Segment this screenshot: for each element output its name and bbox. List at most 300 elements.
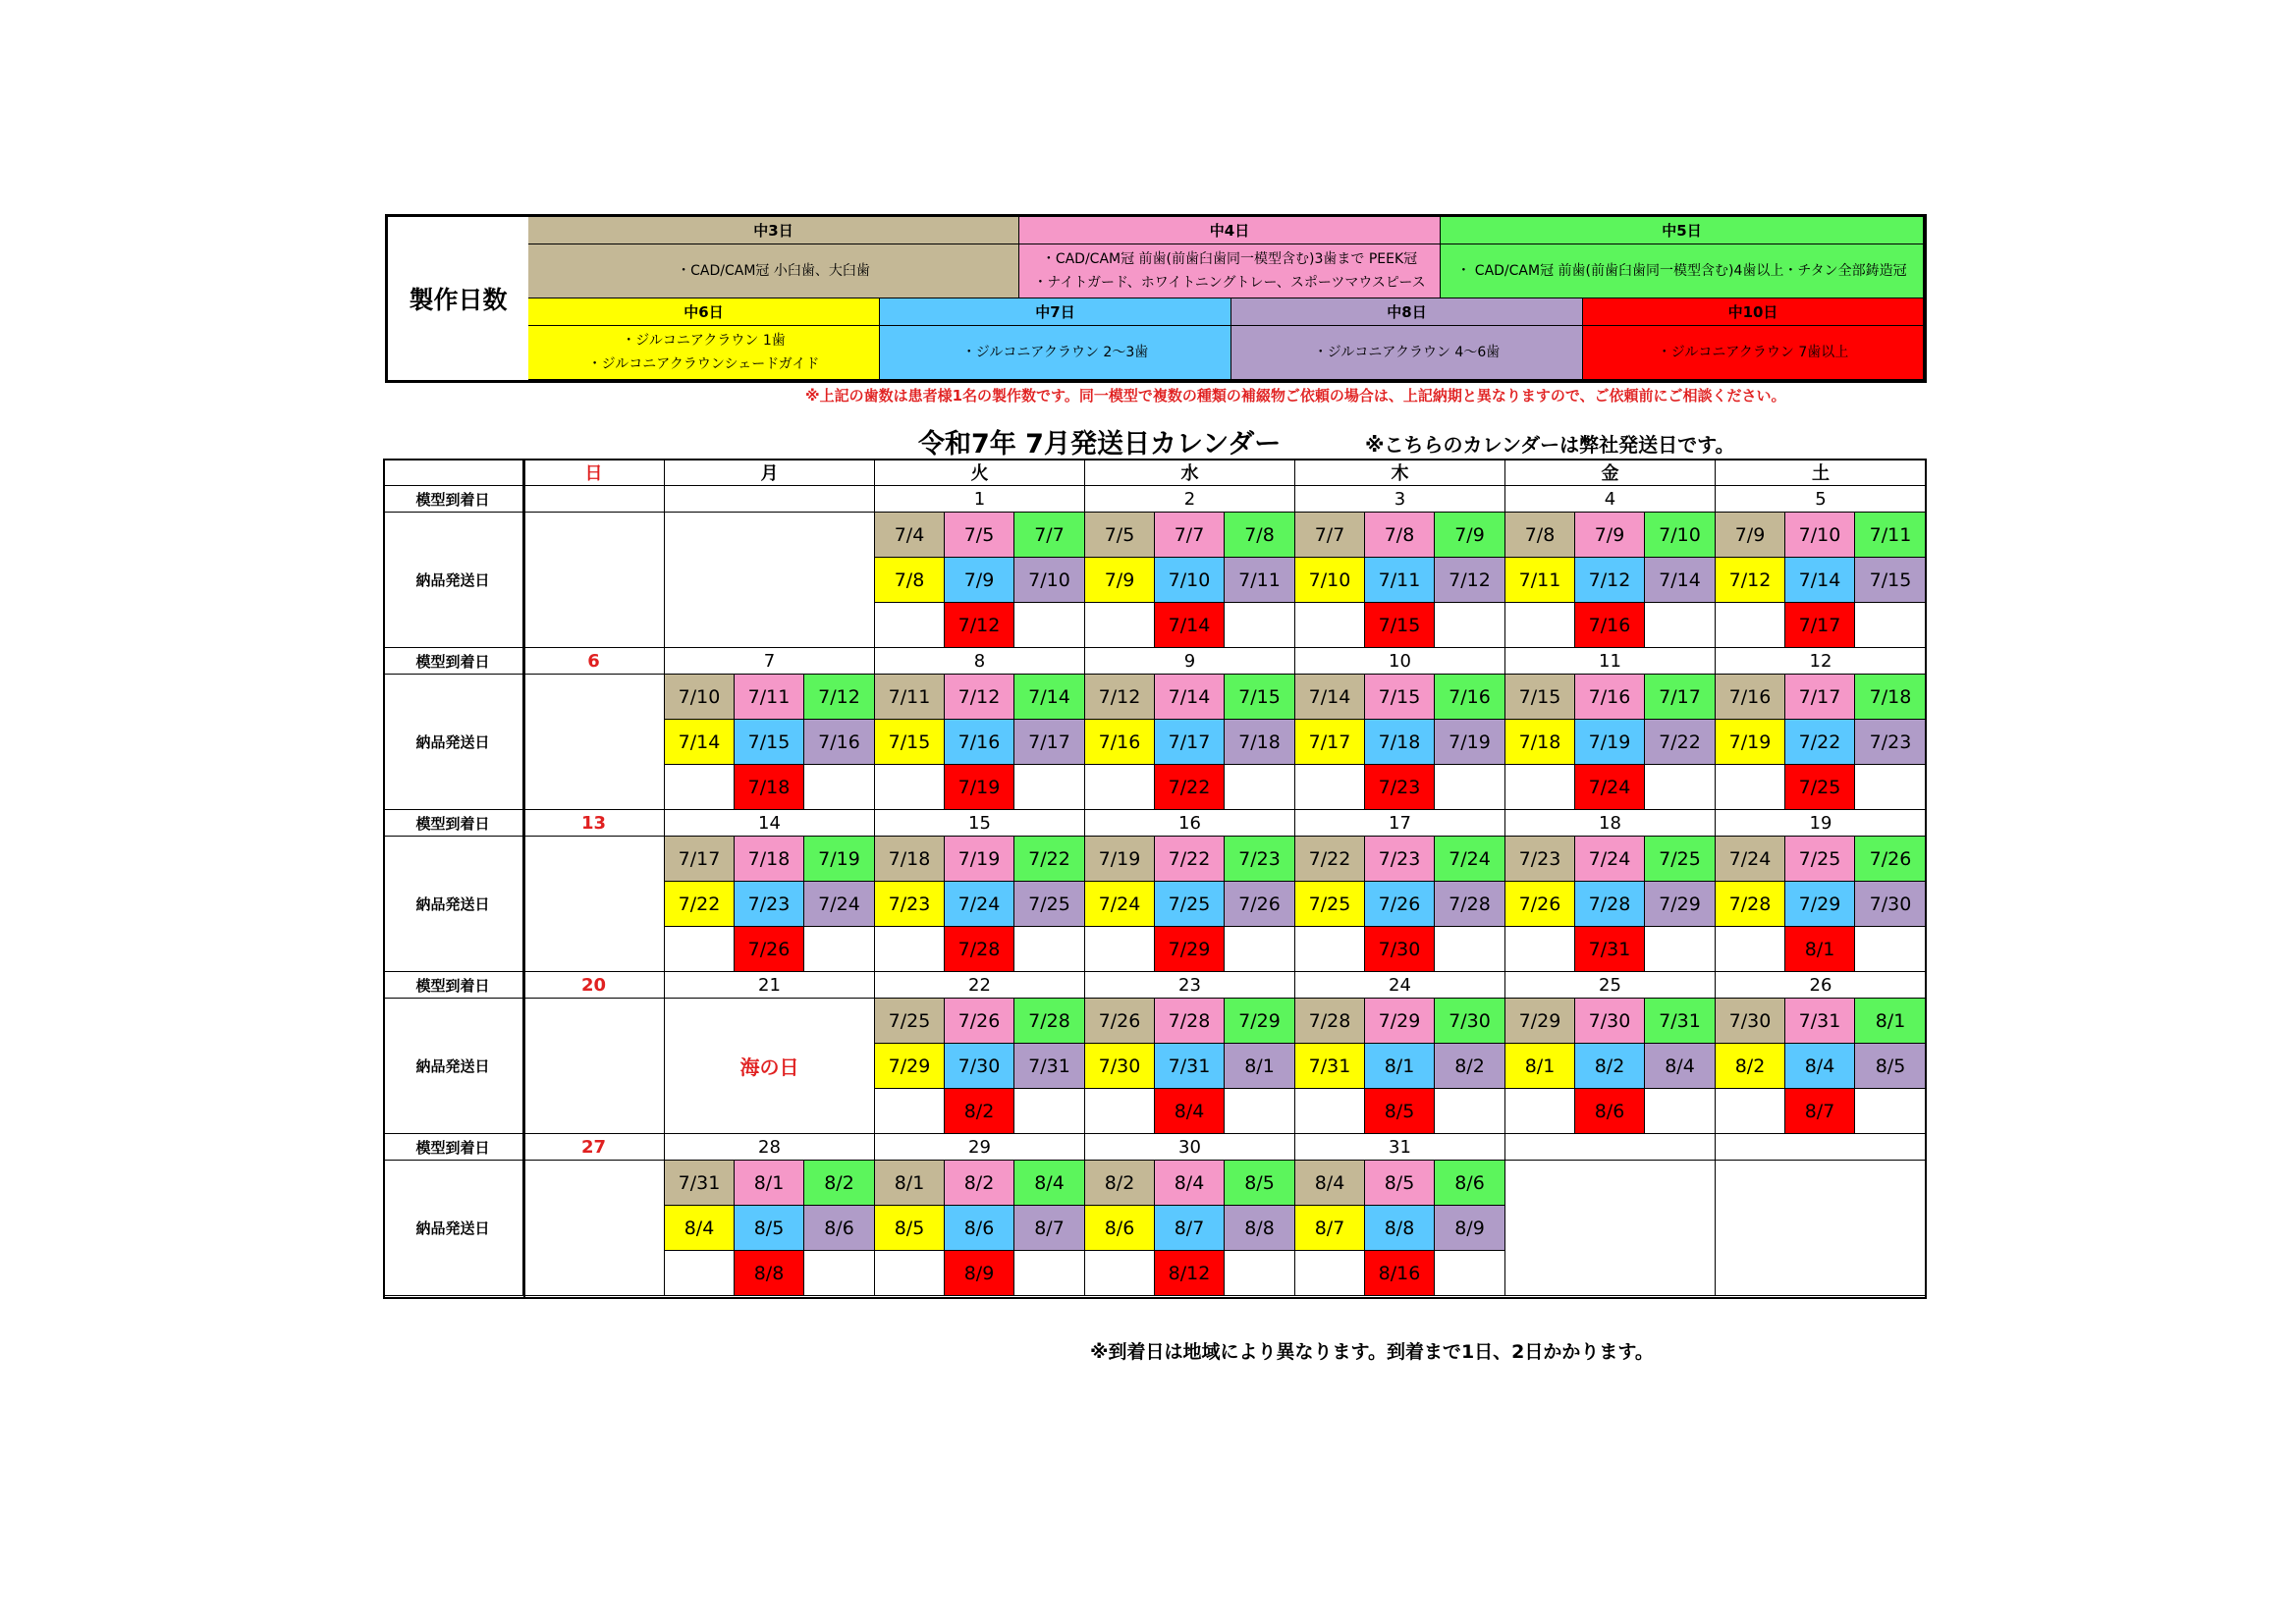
empty-ship-cell xyxy=(1716,1161,1927,1296)
empty-box xyxy=(665,765,735,810)
ship-date-box: 8/4 xyxy=(1785,1044,1855,1089)
ship-date-box: 8/4 xyxy=(1155,1161,1225,1206)
ship-date-box: 7/23 xyxy=(1855,720,1927,765)
ship-date-box: 7/15 xyxy=(875,720,945,765)
legend-row2-body-3 xyxy=(1583,326,1924,380)
empty-box xyxy=(1435,765,1505,810)
arrival-day-number: 17 xyxy=(1295,810,1505,837)
arrival-day-number: 4 xyxy=(1505,486,1716,513)
empty-box xyxy=(1225,1089,1295,1134)
ship-date-box: 7/31 xyxy=(1785,999,1855,1044)
ship-date-box: 7/11 xyxy=(735,675,804,720)
ship-date-box: 7/24 xyxy=(1716,837,1785,882)
ship-date-box: 7/10 xyxy=(1295,558,1365,603)
ship-date-box: 7/31 xyxy=(1155,1044,1225,1089)
empty-box xyxy=(804,1251,875,1296)
label-column-divider xyxy=(523,459,525,1299)
ship-date-box: 7/29 xyxy=(1225,999,1295,1044)
ship-date-box: 7/25 xyxy=(1645,837,1716,882)
ship-date-box: 8/6 xyxy=(1435,1161,1505,1206)
empty-box xyxy=(875,1089,945,1134)
ship-date-box: 7/25 xyxy=(1014,882,1085,927)
empty-box xyxy=(1505,603,1575,648)
arrival-day-number xyxy=(1716,1134,1927,1161)
arrival-day-number: 8 xyxy=(875,648,1085,675)
ship-date-box: 7/23 xyxy=(1365,765,1435,810)
arrival-day-number: 3 xyxy=(1295,486,1505,513)
ship-date-box: 7/14 xyxy=(1155,603,1225,648)
empty-box xyxy=(1014,1089,1085,1134)
ship-date-box: 7/7 xyxy=(1295,513,1365,558)
empty-box xyxy=(1014,765,1085,810)
arrival-day-number: 13 xyxy=(523,810,665,837)
ship-date-box: 7/25 xyxy=(1155,882,1225,927)
legend-line: ・ CAD/CAM冠 前歯(前歯臼歯同一模型含む)4歯以上・チタン全部鋳造冠 xyxy=(1456,263,1907,279)
arrival-day-number: 25 xyxy=(1505,972,1716,999)
legend-row2-head-0: 中6日 xyxy=(528,298,880,326)
legend-title: 製作日数 xyxy=(388,217,530,380)
empty-box xyxy=(1645,603,1716,648)
ship-date-box: 7/28 xyxy=(1716,882,1785,927)
ship-date-box: 7/24 xyxy=(1085,882,1155,927)
ship-date-box: 7/18 xyxy=(1365,720,1435,765)
empty-box xyxy=(1085,1089,1155,1134)
ship-date-box: 7/14 xyxy=(1014,675,1085,720)
ship-date-box: 8/1 xyxy=(875,1161,945,1206)
ship-date-box: 7/28 xyxy=(1435,882,1505,927)
legend-note: ※上記の歯数は患者様1名の製作数です。同一模型で複数の種類の補綴物ご依頼の場合は、上記納期と異なりますので、ご依頼前にご相談ください。 xyxy=(805,387,1786,405)
empty-box xyxy=(1505,765,1575,810)
ship-date-box: 7/5 xyxy=(1085,513,1155,558)
ship-date-box: 7/31 xyxy=(1575,927,1645,972)
arrival-day-number: 28 xyxy=(665,1134,875,1161)
ship-date-box: 8/6 xyxy=(945,1206,1014,1251)
arrival-day-number: 30 xyxy=(1085,1134,1295,1161)
ship-date-box: 7/28 xyxy=(945,927,1014,972)
empty-ship-cell xyxy=(523,1161,665,1296)
empty-box xyxy=(1014,1251,1085,1296)
ship-date-box: 7/22 xyxy=(1645,720,1716,765)
arrival-day-number: 11 xyxy=(1505,648,1716,675)
ship-date-box: 7/18 xyxy=(735,765,804,810)
ship-date-box: 7/17 xyxy=(1295,720,1365,765)
empty-box xyxy=(1855,927,1927,972)
arrival-day-number: 26 xyxy=(1716,972,1927,999)
ship-date-box: 7/15 xyxy=(1365,603,1435,648)
arrival-label: 模型到着日 xyxy=(383,810,523,837)
legend-row1-head-0: 中3日 xyxy=(528,217,1019,244)
ship-date-box: 7/9 xyxy=(1716,513,1785,558)
empty-box xyxy=(1645,1089,1716,1134)
legend-row2-body-0 xyxy=(528,326,880,380)
empty-box xyxy=(1085,1251,1155,1296)
legend-line: ・ジルコニアクラウン 2～3歯 xyxy=(961,345,1149,360)
ship-date-box: 7/16 xyxy=(1435,675,1505,720)
ship-date-box: 7/11 xyxy=(875,675,945,720)
ship-date-box: 7/16 xyxy=(1716,675,1785,720)
arrival-day-number: 1 xyxy=(875,486,1085,513)
ship-date-box: 8/7 xyxy=(1295,1206,1365,1251)
ship-date-box: 7/23 xyxy=(1505,837,1575,882)
ship-date-box: 7/18 xyxy=(735,837,804,882)
ship-date-box: 7/8 xyxy=(875,558,945,603)
ship-date-box: 7/25 xyxy=(1785,765,1855,810)
ship-date-box: 7/22 xyxy=(1155,765,1225,810)
ship-date-box: 7/15 xyxy=(1225,675,1295,720)
day-header-1: 月 xyxy=(665,459,875,486)
ship-date-box: 7/30 xyxy=(1855,882,1927,927)
ship-date-box: 7/10 xyxy=(1785,513,1855,558)
empty-box xyxy=(1716,927,1785,972)
empty-ship-cell xyxy=(523,837,665,972)
ship-date-box: 7/12 xyxy=(1435,558,1505,603)
ship-date-box: 7/23 xyxy=(1365,837,1435,882)
ship-date-box: 7/30 xyxy=(1365,927,1435,972)
arrival-day-number xyxy=(1505,1134,1716,1161)
empty-box xyxy=(1014,927,1085,972)
ship-date-box: 7/9 xyxy=(945,558,1014,603)
ship-date-box: 7/23 xyxy=(1225,837,1295,882)
legend-line: ・ジルコニアクラウン 4～6歯 xyxy=(1313,345,1501,360)
ship-date-box: 7/5 xyxy=(945,513,1014,558)
calendar-title: 令和7年 7月発送日カレンダー xyxy=(918,429,1282,460)
ship-date-box: 8/12 xyxy=(1155,1251,1225,1296)
legend-row1-head-2: 中5日 xyxy=(1441,217,1924,244)
ship-date-box: 7/25 xyxy=(875,999,945,1044)
empty-box xyxy=(804,927,875,972)
arrival-day-number: 21 xyxy=(665,972,875,999)
arrival-day-number: 12 xyxy=(1716,648,1927,675)
ship-date-box: 7/15 xyxy=(1365,675,1435,720)
ship-date-box: 7/19 xyxy=(804,837,875,882)
legend-line: ・CAD/CAM冠 小臼歯、大臼歯 xyxy=(677,263,870,279)
empty-box xyxy=(1645,765,1716,810)
legend-row2-body-1 xyxy=(880,326,1231,380)
ship-date-box: 8/6 xyxy=(1085,1206,1155,1251)
ship-date-box: 7/24 xyxy=(1435,837,1505,882)
ship-date-box: 7/19 xyxy=(945,765,1014,810)
ship-date-box: 7/16 xyxy=(804,720,875,765)
legend-row1-body-0 xyxy=(528,244,1019,298)
ship-date-box: 7/17 xyxy=(1645,675,1716,720)
ship-date-box: 7/30 xyxy=(1575,999,1645,1044)
ship-date-box: 7/14 xyxy=(1645,558,1716,603)
ship-date-box: 7/16 xyxy=(1085,720,1155,765)
ship-date-box: 8/4 xyxy=(1645,1044,1716,1089)
legend-row1-body-1 xyxy=(1019,244,1441,298)
arrival-day-number xyxy=(523,486,665,513)
ship-date-box: 7/26 xyxy=(945,999,1014,1044)
empty-box xyxy=(1225,927,1295,972)
ship-date-box: 7/17 xyxy=(1155,720,1225,765)
ship-date-box: 8/8 xyxy=(1225,1206,1295,1251)
arrival-day-number: 15 xyxy=(875,810,1085,837)
empty-box xyxy=(1295,927,1365,972)
ship-date-box: 7/9 xyxy=(1575,513,1645,558)
ship-date-box: 7/18 xyxy=(1855,675,1927,720)
ship-date-box: 8/7 xyxy=(1014,1206,1085,1251)
ship-label: 納品発送日 xyxy=(383,1161,523,1296)
empty-box xyxy=(875,603,945,648)
ship-date-box: 7/25 xyxy=(1295,882,1365,927)
arrival-day-number: 6 xyxy=(523,648,665,675)
ship-date-box: 7/10 xyxy=(665,675,735,720)
legend-row1-body-2 xyxy=(1441,244,1924,298)
ship-date-box: 7/26 xyxy=(1225,882,1295,927)
production-days-legend xyxy=(385,214,1927,383)
ship-date-box: 7/10 xyxy=(1645,513,1716,558)
empty-box xyxy=(1295,1251,1365,1296)
ship-date-box: 8/2 xyxy=(1716,1044,1785,1089)
ship-date-box: 7/17 xyxy=(1785,603,1855,648)
ship-date-box: 7/17 xyxy=(1014,720,1085,765)
ship-date-box: 7/12 xyxy=(945,603,1014,648)
ship-label: 納品発送日 xyxy=(383,513,523,648)
empty-box xyxy=(1085,765,1155,810)
ship-date-box: 8/2 xyxy=(1575,1044,1645,1089)
ship-date-box: 7/12 xyxy=(1716,558,1785,603)
legend-row2-head-1: 中7日 xyxy=(880,298,1231,326)
ship-date-box: 7/15 xyxy=(1505,675,1575,720)
arrival-day-number: 5 xyxy=(1716,486,1927,513)
ship-date-box: 8/2 xyxy=(945,1161,1014,1206)
ship-date-box: 8/7 xyxy=(1155,1206,1225,1251)
empty-box xyxy=(1085,603,1155,648)
ship-date-box: 7/19 xyxy=(1716,720,1785,765)
ship-date-box: 7/8 xyxy=(1505,513,1575,558)
ship-date-box: 7/22 xyxy=(1014,837,1085,882)
ship-date-box: 7/30 xyxy=(945,1044,1014,1089)
legend-row1-head-1: 中4日 xyxy=(1019,217,1441,244)
holiday-label: 海の日 xyxy=(665,999,875,1134)
ship-date-box: 7/12 xyxy=(945,675,1014,720)
ship-date-box: 7/26 xyxy=(1085,999,1155,1044)
ship-date-box: 7/29 xyxy=(1645,882,1716,927)
ship-date-box: 7/17 xyxy=(1785,675,1855,720)
ship-date-box: 7/18 xyxy=(1505,720,1575,765)
empty-box xyxy=(875,927,945,972)
day-header-4: 木 xyxy=(1295,459,1505,486)
empty-box xyxy=(1716,1089,1785,1134)
empty-box xyxy=(1716,603,1785,648)
arrival-day-number: 23 xyxy=(1085,972,1295,999)
ship-date-box: 7/28 xyxy=(1155,999,1225,1044)
ship-date-box: 7/22 xyxy=(1155,837,1225,882)
legend-line: ・ジルコニアクラウン 7歯以上 xyxy=(1657,345,1849,360)
ship-date-box: 7/31 xyxy=(665,1161,735,1206)
ship-date-box: 8/2 xyxy=(1435,1044,1505,1089)
ship-date-box: 7/12 xyxy=(1085,675,1155,720)
ship-date-box: 8/1 xyxy=(1785,927,1855,972)
ship-date-box: 8/1 xyxy=(1505,1044,1575,1089)
empty-box xyxy=(1085,927,1155,972)
ship-date-box: 7/4 xyxy=(875,513,945,558)
ship-date-box: 7/29 xyxy=(1365,999,1435,1044)
empty-box xyxy=(1435,1251,1505,1296)
ship-date-box: 8/4 xyxy=(665,1206,735,1251)
ship-date-box: 7/14 xyxy=(665,720,735,765)
arrival-day-number: 16 xyxy=(1085,810,1295,837)
empty-box xyxy=(1225,1251,1295,1296)
ship-date-box: 8/5 xyxy=(1225,1161,1295,1206)
empty-ship-cell xyxy=(1505,1161,1716,1296)
empty-box xyxy=(665,1251,735,1296)
ship-date-box: 8/5 xyxy=(1365,1089,1435,1134)
day-header-blank xyxy=(383,459,523,486)
ship-date-box: 8/16 xyxy=(1365,1251,1435,1296)
ship-date-box: 7/28 xyxy=(1575,882,1645,927)
ship-date-box: 7/22 xyxy=(665,882,735,927)
empty-box xyxy=(665,927,735,972)
calendar-subtitle: ※こちらのカレンダーは弊社発送日です。 xyxy=(1365,433,1735,457)
ship-date-box: 7/23 xyxy=(735,882,804,927)
arrival-day-number: 29 xyxy=(875,1134,1085,1161)
legend-row2-head-2: 中8日 xyxy=(1231,298,1583,326)
arrival-day-number: 27 xyxy=(523,1134,665,1161)
arrival-label: 模型到着日 xyxy=(383,648,523,675)
empty-ship-cell xyxy=(523,999,665,1134)
ship-date-box: 7/31 xyxy=(1645,999,1716,1044)
arrival-day-number: 9 xyxy=(1085,648,1295,675)
empty-ship-cell xyxy=(523,513,665,648)
empty-box xyxy=(875,765,945,810)
empty-box xyxy=(1435,603,1505,648)
ship-date-box: 7/26 xyxy=(735,927,804,972)
ship-date-box: 7/11 xyxy=(1225,558,1295,603)
ship-date-box: 7/29 xyxy=(875,1044,945,1089)
ship-date-box: 7/26 xyxy=(1855,837,1927,882)
ship-date-box: 7/25 xyxy=(1785,837,1855,882)
day-header-2: 火 xyxy=(875,459,1085,486)
ship-date-box: 7/30 xyxy=(1435,999,1505,1044)
ship-date-box: 7/19 xyxy=(1575,720,1645,765)
ship-date-box: 7/22 xyxy=(1785,720,1855,765)
ship-label: 納品発送日 xyxy=(383,675,523,810)
empty-ship-cell xyxy=(665,513,875,648)
ship-date-box: 8/4 xyxy=(1155,1089,1225,1134)
ship-date-box: 7/24 xyxy=(1575,765,1645,810)
ship-date-box: 7/12 xyxy=(804,675,875,720)
ship-date-box: 8/4 xyxy=(1014,1161,1085,1206)
ship-date-box: 7/9 xyxy=(1435,513,1505,558)
empty-box xyxy=(1225,603,1295,648)
empty-box xyxy=(804,765,875,810)
ship-date-box: 8/9 xyxy=(1435,1206,1505,1251)
arrival-day-number: 2 xyxy=(1085,486,1295,513)
ship-date-box: 7/19 xyxy=(945,837,1014,882)
arrival-day-number: 31 xyxy=(1295,1134,1505,1161)
ship-label: 納品発送日 xyxy=(383,837,523,972)
ship-date-box: 8/5 xyxy=(875,1206,945,1251)
ship-date-box: 7/14 xyxy=(1785,558,1855,603)
legend-row2-head-3: 中10日 xyxy=(1583,298,1924,326)
empty-box xyxy=(1435,1089,1505,1134)
arrival-day-number: 20 xyxy=(523,972,665,999)
arrival-day-number: 7 xyxy=(665,648,875,675)
ship-date-box: 7/28 xyxy=(1014,999,1085,1044)
ship-date-box: 7/8 xyxy=(1365,513,1435,558)
ship-date-box: 7/18 xyxy=(875,837,945,882)
empty-box xyxy=(1505,1089,1575,1134)
ship-date-box: 7/29 xyxy=(1505,999,1575,1044)
bottom-note: ※到着日は地域により異なります。到着まで1日、2日かかります。 xyxy=(1090,1341,1654,1363)
shipping-calendar xyxy=(383,459,1927,1299)
ship-date-box: 7/17 xyxy=(665,837,735,882)
arrival-day-number: 22 xyxy=(875,972,1085,999)
arrival-day-number: 18 xyxy=(1505,810,1716,837)
ship-date-box: 8/2 xyxy=(1085,1161,1155,1206)
ship-date-box: 7/24 xyxy=(804,882,875,927)
ship-date-box: 8/1 xyxy=(1365,1044,1435,1089)
arrival-label: 模型到着日 xyxy=(383,486,523,513)
ship-date-box: 7/26 xyxy=(1505,882,1575,927)
legend-row2-body-2 xyxy=(1231,326,1583,380)
ship-date-box: 7/14 xyxy=(1295,675,1365,720)
ship-date-box: 7/23 xyxy=(875,882,945,927)
ship-date-box: 7/31 xyxy=(1014,1044,1085,1089)
legend-line: ・ジルコニアクラウン 1歯 xyxy=(622,333,786,349)
ship-date-box: 7/11 xyxy=(1365,558,1435,603)
ship-date-box: 7/16 xyxy=(945,720,1014,765)
empty-box xyxy=(1855,1089,1927,1134)
day-header-5: 金 xyxy=(1505,459,1716,486)
ship-date-box: 8/5 xyxy=(735,1206,804,1251)
arrival-day-number: 19 xyxy=(1716,810,1927,837)
legend-line: ・CAD/CAM冠 前歯(前歯臼歯同一模型含む)3歯まで PEEK冠 xyxy=(1041,251,1418,267)
ship-date-box: 8/1 xyxy=(1225,1044,1295,1089)
day-header-6: 土 xyxy=(1716,459,1927,486)
ship-date-box: 7/29 xyxy=(1785,882,1855,927)
legend-line: ・ナイトガード、ホワイトニングトレー、スポーツマウスピース xyxy=(1033,275,1426,291)
empty-ship-cell xyxy=(523,675,665,810)
ship-date-box: 7/11 xyxy=(1505,558,1575,603)
ship-date-box: 7/9 xyxy=(1085,558,1155,603)
empty-box xyxy=(1295,603,1365,648)
ship-date-box: 8/2 xyxy=(804,1161,875,1206)
empty-box xyxy=(1295,1089,1365,1134)
ship-date-box: 8/6 xyxy=(804,1206,875,1251)
arrival-label: 模型到着日 xyxy=(383,1134,523,1161)
empty-box xyxy=(1855,765,1927,810)
ship-date-box: 7/7 xyxy=(1155,513,1225,558)
ship-date-box: 7/10 xyxy=(1014,558,1085,603)
ship-date-box: 7/30 xyxy=(1716,999,1785,1044)
ship-date-box: 7/15 xyxy=(1855,558,1927,603)
ship-date-box: 7/10 xyxy=(1155,558,1225,603)
ship-date-box: 8/8 xyxy=(735,1251,804,1296)
empty-box xyxy=(1855,603,1927,648)
legend-line: ・ジルコニアクラウンシェードガイド xyxy=(587,356,820,372)
ship-date-box: 7/8 xyxy=(1225,513,1295,558)
ship-date-box: 8/8 xyxy=(1365,1206,1435,1251)
empty-box xyxy=(1505,927,1575,972)
ship-date-box: 7/22 xyxy=(1295,837,1365,882)
empty-box xyxy=(1435,927,1505,972)
day-header-0: 日 xyxy=(523,459,665,486)
ship-date-box: 7/18 xyxy=(1225,720,1295,765)
ship-date-box: 7/19 xyxy=(1435,720,1505,765)
ship-date-box: 7/7 xyxy=(1014,513,1085,558)
day-header-3: 水 xyxy=(1085,459,1295,486)
arrival-day-number: 10 xyxy=(1295,648,1505,675)
ship-date-box: 8/6 xyxy=(1575,1089,1645,1134)
empty-box xyxy=(1716,765,1785,810)
arrival-label: 模型到着日 xyxy=(383,972,523,999)
ship-date-box: 7/15 xyxy=(735,720,804,765)
ship-date-box: 8/1 xyxy=(1855,999,1927,1044)
ship-date-box: 8/9 xyxy=(945,1251,1014,1296)
ship-date-box: 7/28 xyxy=(1295,999,1365,1044)
